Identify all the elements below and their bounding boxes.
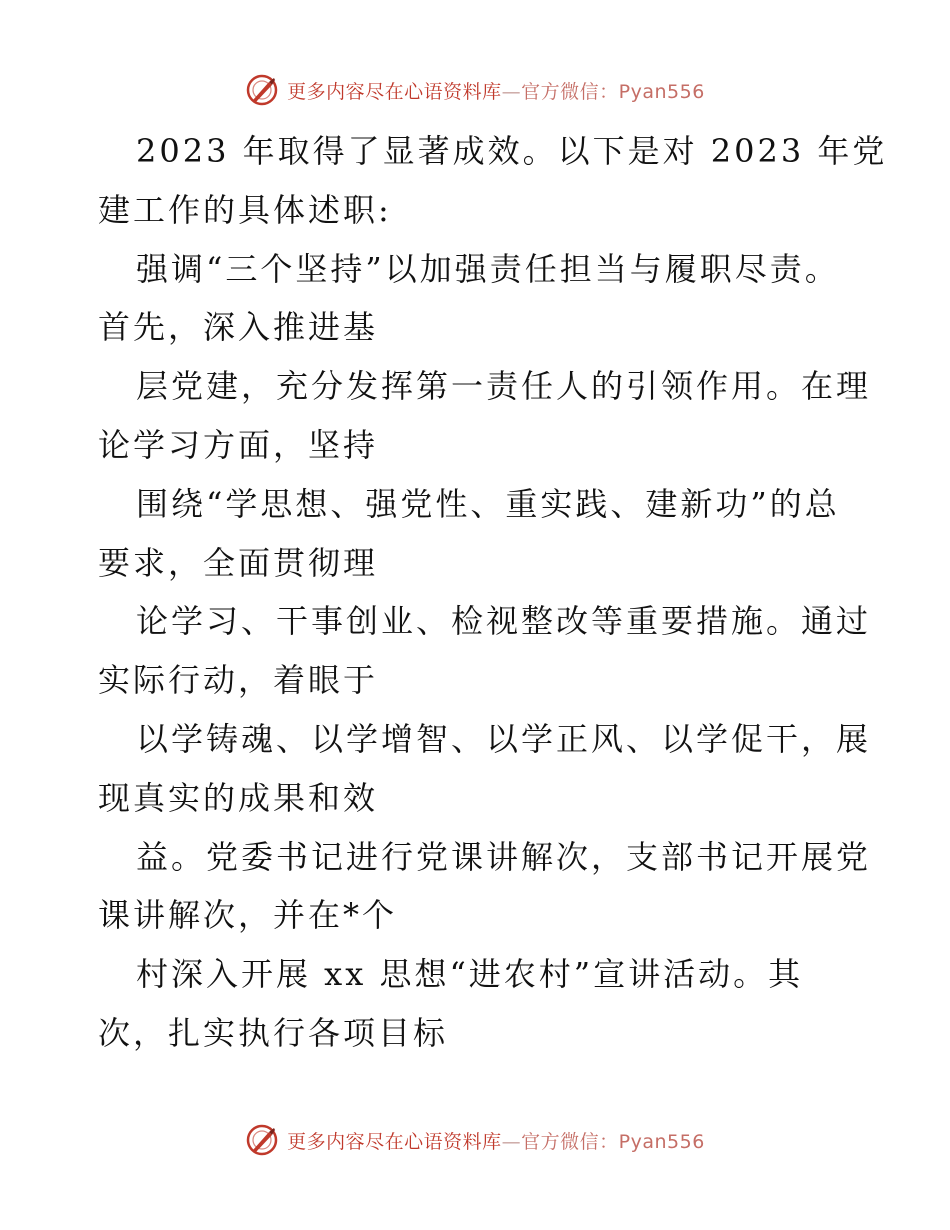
text-line: 论学习方面，坚持 [98,425,379,464]
watermark-main-text: 更多内容尽在心语资料库 [287,80,502,103]
watermark-text [287,1127,705,1154]
quill-pen-circle-icon [245,73,279,107]
watermark-text [287,77,705,104]
text-line: 强调“三个坚持”以加强责任担当与履职尽责。 [136,249,840,288]
text-line: 实际行动，着眼于 [98,661,379,700]
watermark-separator: — [501,80,522,103]
text-line: 要求，全面贯彻理 [98,543,379,582]
text-line: 次，扎实执行各项目标 [98,1013,449,1052]
text-line: 现真实的成果和效 [98,778,379,817]
quill-pen-circle-icon [245,1123,279,1157]
text-line: 建工作的具体述职: [98,190,392,229]
watermark-header [0,70,950,110]
text-line: 论学习、干事创业、检视整改等重要措施。通过 [136,602,872,641]
watermark-main-text: 更多内容尽在心语资料库 [287,1130,502,1153]
text-line: 益。党委书记进行党课讲解次，支部书记开展党 [136,837,872,876]
text-line: 课讲解次，并在*个 [98,896,398,935]
watermark-contact: 官方微信：Pyan556 [521,1130,705,1153]
text-line: 村深入开展 xx 思想“进农村”宣讲活动。其 [136,955,804,994]
document-body [98,122,888,1063]
watermark-separator: — [501,1130,522,1153]
watermark-contact: 官方微信：Pyan556 [521,80,705,103]
text-line: 2023 年取得了显著成效。以下是对 2023 年党 [136,132,888,170]
text-line: 首先，深入推进基 [98,308,379,347]
text-line: 围绕“学思想、强党性、重实践、建新功”的总 [136,484,840,523]
text-line: 层党建，充分发挥第一责任人的引领作用。在理 [136,367,872,406]
watermark-footer [0,1120,950,1160]
text-line: 以学铸魂、以学增智、以学正风、以学促干，展 [136,719,872,758]
